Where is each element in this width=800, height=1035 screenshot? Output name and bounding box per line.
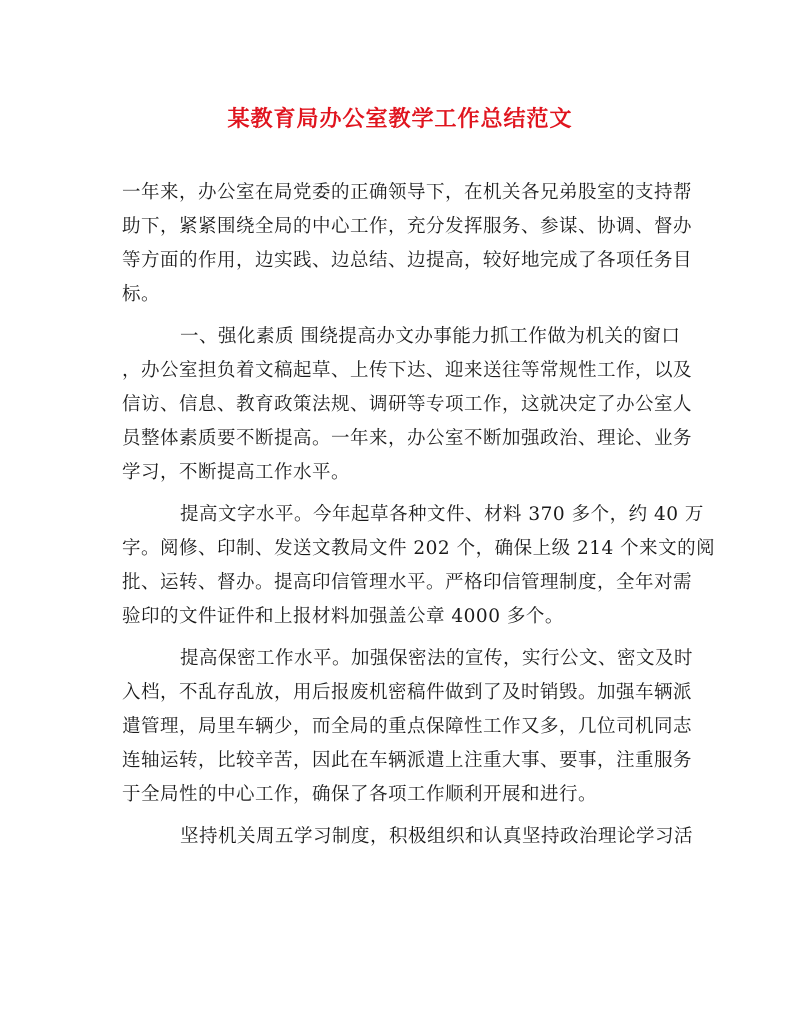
text-line: 标。 xyxy=(122,284,161,305)
paragraph xyxy=(122,320,693,490)
text-line: 遣管理，局里车辆少，而全局的重点保障性工作又多，几位司机同志 xyxy=(122,716,693,737)
text-line: 字。阅修、印制、发送文教局文件 202 个，确保上级 214 个来文的阅 xyxy=(122,538,716,559)
text-line: 学习，不断提高工作水平。 xyxy=(122,462,351,483)
paragraph xyxy=(122,820,694,854)
text-line: 提高文字水平。今年起草各种文件、材料 370 多个，约 40 万 xyxy=(180,504,704,525)
text-line: 验印的文件证件和上报材料加强盖公章 4000 多个。 xyxy=(122,606,564,627)
document-body xyxy=(122,176,716,854)
text-line: 入档，不乱存乱放，用后报废机密稿件做到了及时销毁。加强车辆派 xyxy=(122,682,693,703)
document-title: 某教育局办公室教学工作总结范文 xyxy=(227,106,573,132)
paragraph xyxy=(122,498,716,634)
text-line: 于全局性的中心工作，确保了各项工作顺利开展和进行。 xyxy=(122,784,598,805)
text-line: 一年来，办公室在局党委的正确领导下，在机关各兄弟股室的支持帮 xyxy=(122,182,693,203)
text-line: 连轴运转，比较辛苦，因此在车辆派遣上注重大事、要事，注重服务 xyxy=(122,750,693,771)
text-line: 坚持机关周五学习制度，积极组织和认真坚持政治理论学习活 xyxy=(180,826,694,847)
paragraph xyxy=(122,642,694,812)
text-line: ，办公室担负着文稿起草、上传下达、迎来送往等常规性工作，以及 xyxy=(122,360,693,381)
text-line: 员整体素质要不断提高。一年来，办公室不断加强政治、理论、业务 xyxy=(122,428,693,449)
text-line: 等方面的作用，边实践、边总结、边提高，较好地完成了各项任务目 xyxy=(122,250,693,271)
text-line: 一、强化素质 围绕提高办文办事能力抓工作做为机关的窗口 xyxy=(180,326,681,347)
text-line: 信访、信息、教育政策法规、调研等专项工作，这就决定了办公室人 xyxy=(122,394,693,415)
text-line: 助下，紧紧围绕全局的中心工作，充分发挥服务、参谋、协调、督办 xyxy=(122,216,693,237)
paragraph xyxy=(122,176,693,312)
text-line: 批、运转、督办。提高印信管理水平。严格印信管理制度，全年对需 xyxy=(122,572,693,593)
text-line: 提高保密工作水平。加强保密法的宣传，实行公文、密文及时 xyxy=(180,648,694,669)
